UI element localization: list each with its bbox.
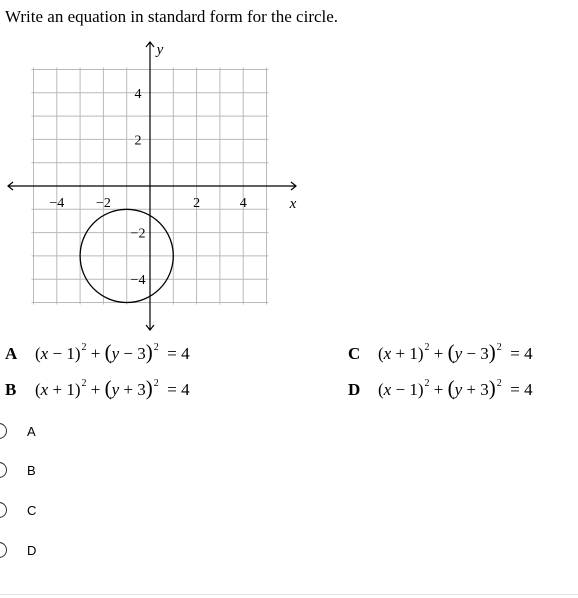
divider (0, 594, 578, 595)
x-axis-label: x (289, 196, 297, 212)
option-label: C (27, 502, 37, 518)
radio-button[interactable] (0, 462, 7, 478)
y-tick-label: 4 (134, 86, 142, 102)
choice-b-equation (5, 376, 190, 401)
choice-d-equation (348, 376, 533, 401)
option-b[interactable] (0, 460, 36, 480)
radio-button[interactable] (0, 502, 7, 518)
option-c[interactable] (0, 500, 36, 520)
choice-a-equation (5, 340, 190, 365)
choice-letter: C (348, 344, 361, 363)
y-tick-label: 2 (134, 133, 142, 149)
question-text: Write an equation in standard form for the circle. (5, 7, 339, 26)
y-tick-label: −4 (130, 273, 146, 289)
equation-text: $(x + 1)^2 + (y + 3)^2 = 4$ (35, 376, 190, 400)
equation-text: $(x - 1)^2 + (y - 3)^2 = 4$ (35, 340, 190, 364)
choice-letter: D (348, 380, 361, 399)
radio-button[interactable] (0, 423, 7, 439)
equation-text: $(x - 1)^2 + (y + 3)^2 = 4$ (378, 376, 533, 400)
x-tick-label: 4 (239, 196, 247, 211)
coordinate-graph (0, 38, 320, 338)
option-d[interactable] (0, 540, 36, 560)
x-tick-label: −4 (49, 196, 65, 211)
option-a[interactable] (0, 421, 36, 441)
choice-letter: B (5, 380, 17, 399)
y-axis-label: y (156, 42, 164, 58)
choice-letter: A (5, 344, 18, 363)
radio-button[interactable] (0, 542, 7, 558)
y-tick-label: −2 (130, 226, 146, 242)
x-tick-label: 2 (193, 196, 201, 211)
option-label: A (27, 423, 36, 439)
equation-text: $(x + 1)^2 + (y - 3)^2 = 4$ (378, 340, 533, 364)
option-label: B (27, 462, 36, 478)
option-label: D (27, 542, 37, 558)
choice-c-equation (348, 340, 533, 365)
x-tick-label: −2 (95, 196, 111, 211)
